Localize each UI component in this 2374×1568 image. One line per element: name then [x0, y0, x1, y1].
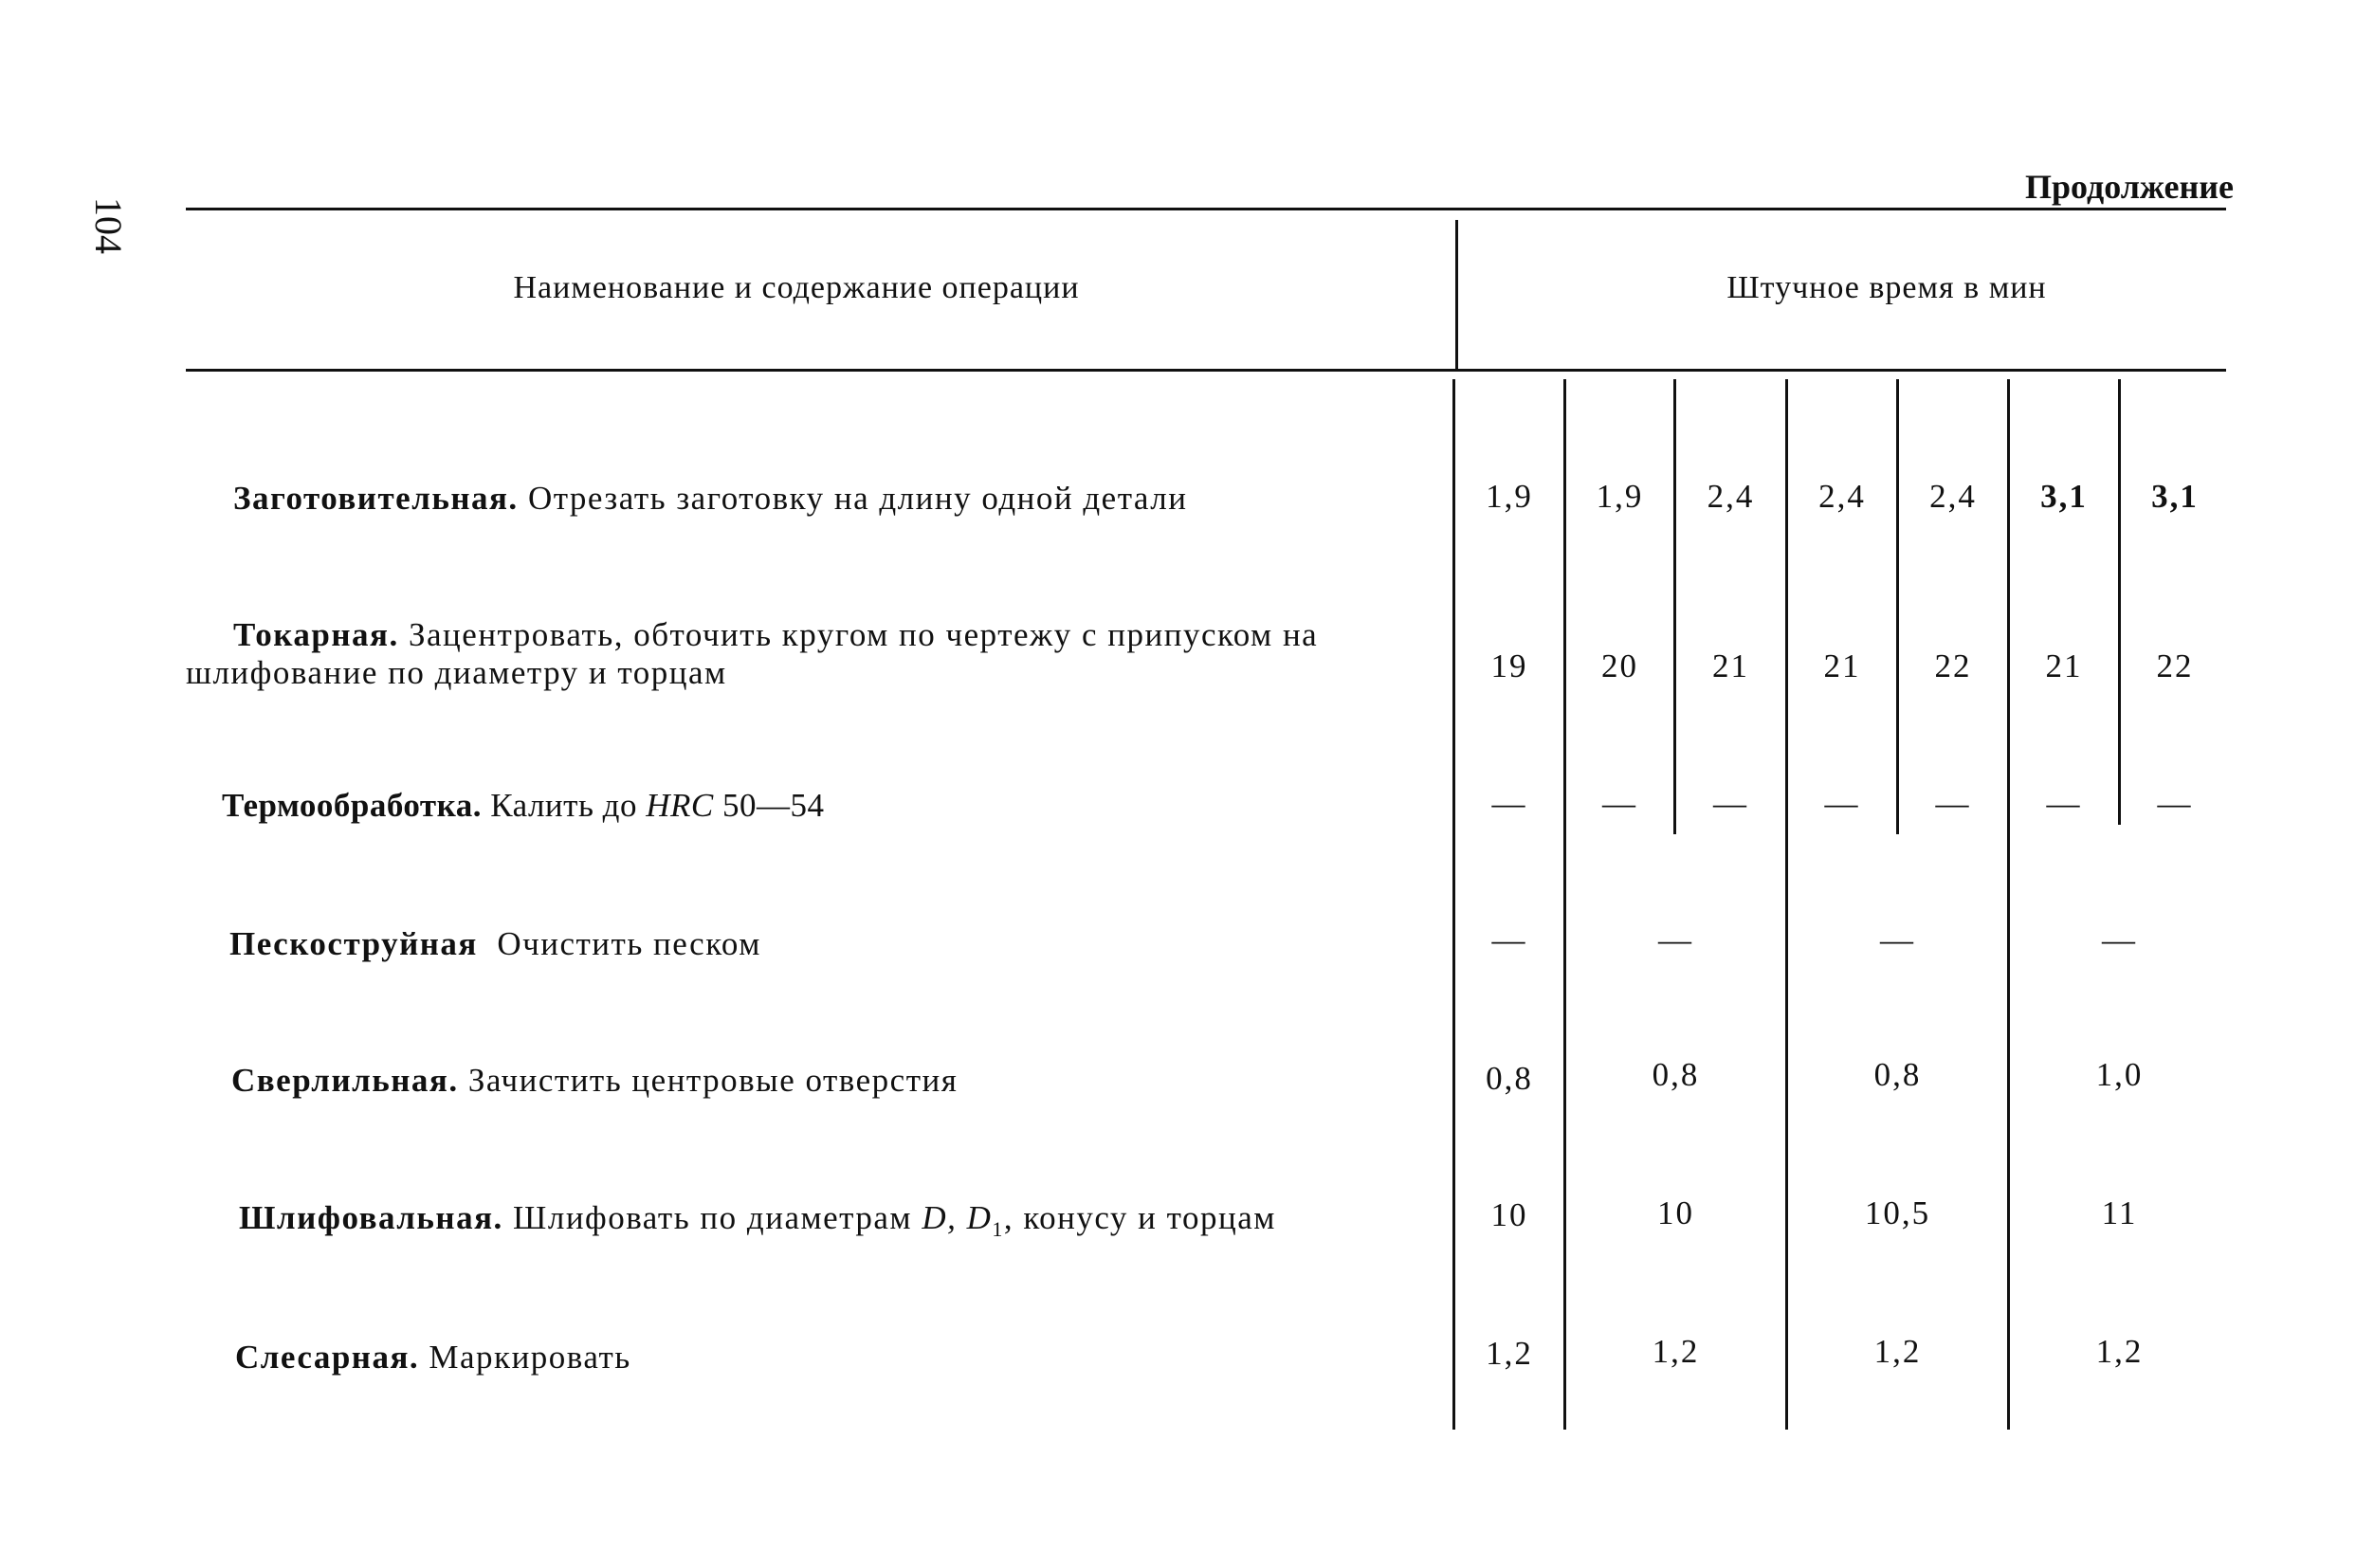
column-line-left	[1452, 379, 1455, 1430]
operation-name: Шлифовальная.	[239, 1199, 503, 1236]
row-label	[229, 925, 1462, 963]
table-cell: 0,8	[1652, 1056, 1700, 1093]
continuation-label: Продолжение	[2025, 168, 2234, 206]
table-cell: 1,2	[1873, 1333, 1922, 1370]
operation-text: Маркировать	[419, 1339, 631, 1376]
header-operation: Наименование и содержание операции	[513, 270, 1080, 305]
table-cell: —	[1602, 785, 1637, 822]
operation-name: Сверлильная.	[231, 1062, 459, 1099]
operation-subscript: 1	[992, 1217, 1004, 1241]
page-number: 104	[87, 197, 130, 254]
operation-name: Слесарная.	[235, 1339, 420, 1376]
table-cell: 1,2	[1486, 1335, 1533, 1372]
table-cell: 21	[1823, 647, 1861, 684]
table-cell: —	[1491, 785, 1527, 822]
table-cell: 1,0	[2095, 1056, 2144, 1093]
operation-italic: D, D	[922, 1199, 993, 1236]
column-line	[1673, 379, 1676, 834]
table-cell: 1,9	[1486, 478, 1533, 515]
table-cell: 2,4	[1929, 478, 1977, 515]
operation-name: Термообработка.	[222, 787, 482, 824]
table-cell: 10	[1490, 1196, 1528, 1233]
header-bottom-rule	[186, 369, 2226, 372]
table-cell: —	[1713, 785, 1748, 822]
table-cell: 11	[2101, 1194, 2138, 1231]
operation-italic: HRC	[646, 787, 714, 824]
table-cell: 1,9	[1596, 478, 1644, 515]
table-cell: 10,5	[1864, 1194, 1931, 1231]
table-cell: —	[2102, 921, 2137, 958]
table-cell: 21	[1712, 647, 1749, 684]
operation-text: Зацентровать, обточить кругом по чертежу с припуском на	[398, 616, 1319, 653]
operation-name: Заготовительная.	[233, 480, 519, 517]
row-label	[231, 1062, 1464, 1100]
table-cell: 0,8	[1486, 1060, 1533, 1097]
column-line	[1896, 379, 1899, 834]
table-top-rule	[186, 208, 2226, 210]
column-line	[2118, 379, 2121, 825]
table-cell: —	[1935, 785, 1971, 822]
table-cell: 0,8	[1873, 1056, 1922, 1093]
operation-text: Отрезать заготовку на длину одной детали	[518, 480, 1188, 517]
table-cell: 3,1	[2151, 478, 2199, 515]
table-cell: 10	[1657, 1194, 1694, 1231]
operation-text: Калить до	[481, 787, 647, 824]
header-divider	[1455, 220, 1458, 370]
row-label	[233, 480, 1466, 518]
table-cell: 1,2	[2095, 1333, 2144, 1370]
table-cell: 2,4	[1707, 478, 1755, 515]
operation-text: Очистить песком	[477, 925, 761, 962]
column-line	[1785, 379, 1788, 1430]
row-label	[239, 1199, 1471, 1249]
table-cell: 2,4	[1818, 478, 1866, 515]
table-cell: 20	[1601, 647, 1638, 684]
column-line	[1563, 379, 1566, 1430]
row-label-continued: шлифование по диаметру и торцам	[186, 654, 727, 691]
operation-text-after: 50—54	[713, 787, 825, 824]
table-cell: 19	[1490, 647, 1528, 684]
table-cell: —	[1880, 921, 1915, 958]
operation-text: Шлифовать по диаметрам	[502, 1199, 922, 1236]
row-label	[222, 787, 1454, 825]
table-cell: 1,2	[1652, 1333, 1700, 1370]
table-cell: —	[2046, 785, 2082, 822]
table-cell: 22	[2156, 647, 2194, 684]
operation-text-after: , конусу и торцам	[1003, 1199, 1276, 1236]
row-label	[186, 616, 1420, 654]
operation-text: Зачистить центровые отверстия	[458, 1062, 959, 1099]
operation-name: Токарная.	[233, 616, 399, 653]
row-label	[235, 1339, 1468, 1377]
table-cell: —	[1491, 921, 1527, 958]
header-time: Штучное время в мин	[1726, 270, 2047, 305]
table-cell: —	[2157, 785, 2193, 822]
table-cell: 22	[1934, 647, 1972, 684]
table-cell: 3,1	[2040, 478, 2088, 515]
table-cell: —	[1824, 785, 1860, 822]
column-line	[2007, 379, 2010, 1430]
table-cell: 21	[2045, 647, 2083, 684]
table-cell: —	[1658, 921, 1693, 958]
operation-name: Пескоструйная	[229, 925, 478, 962]
